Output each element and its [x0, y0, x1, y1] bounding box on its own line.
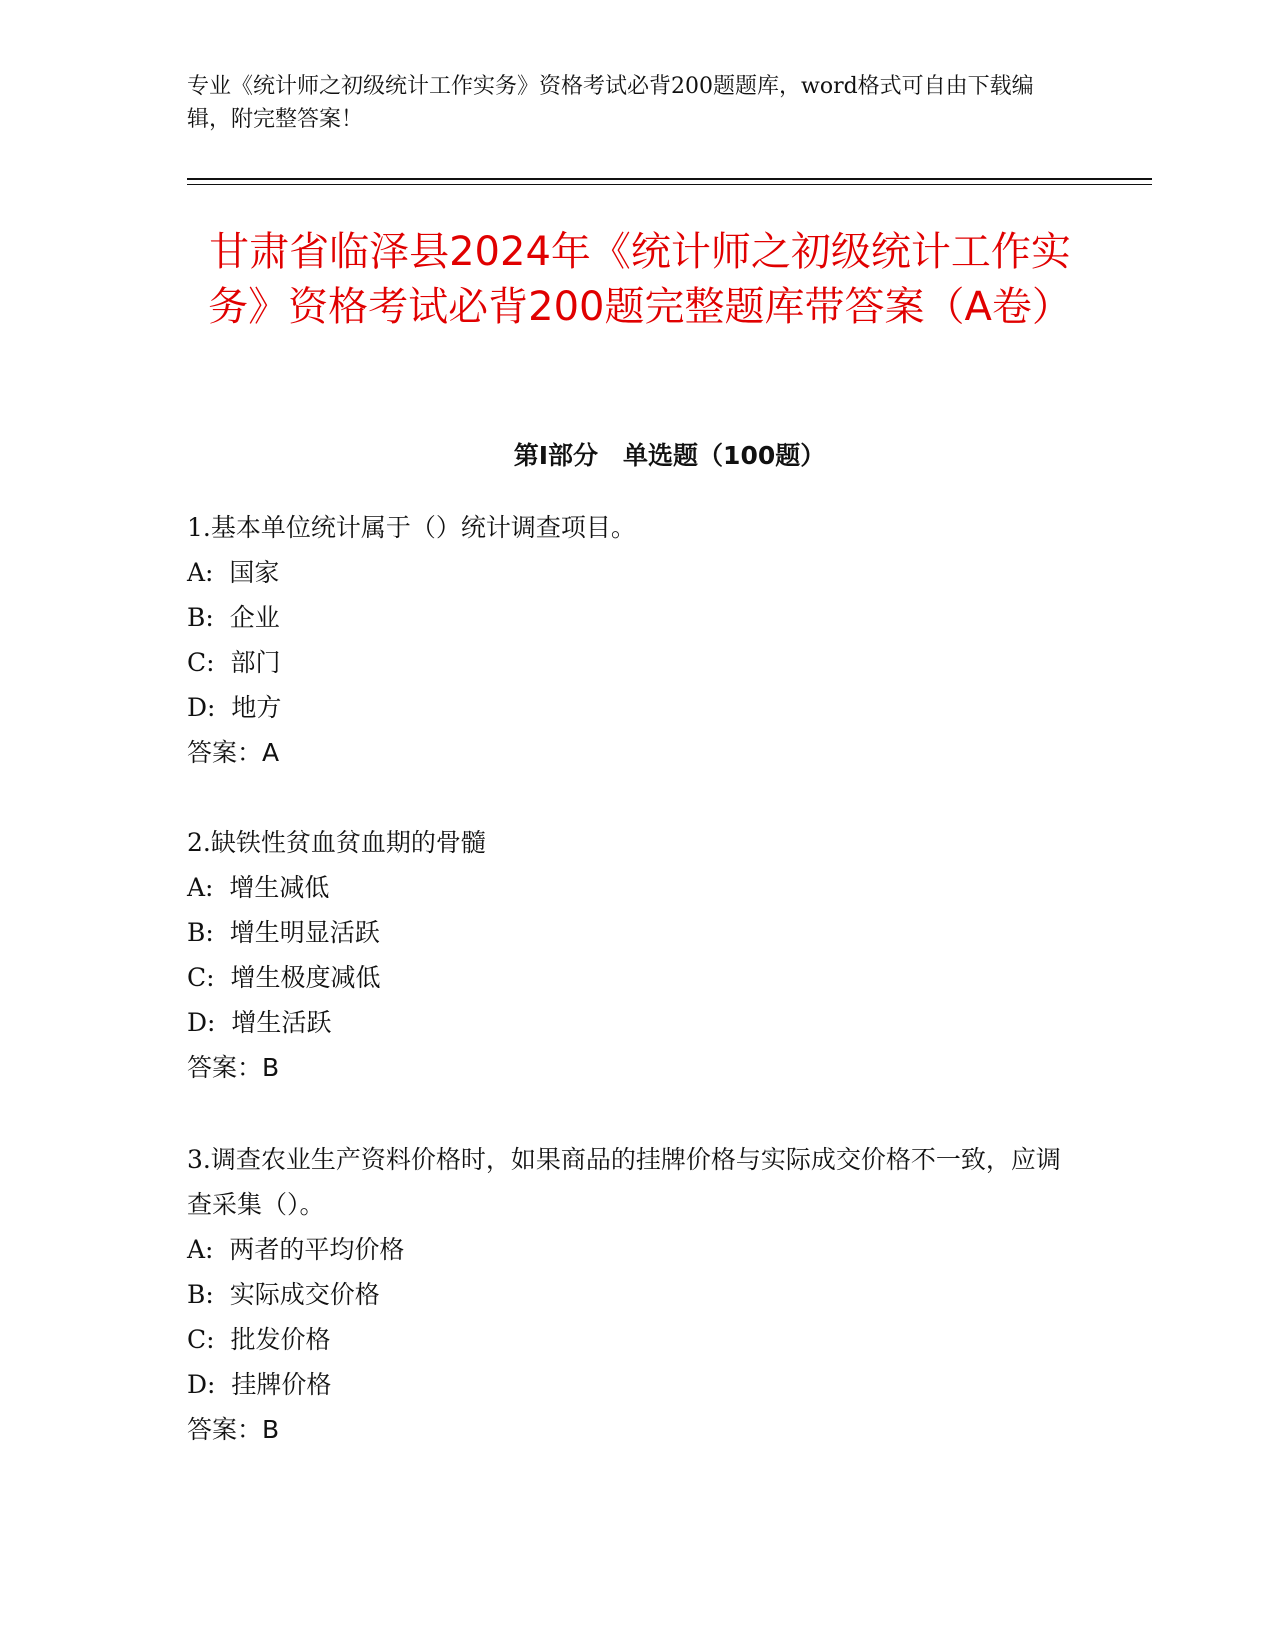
question-text: 3.调查农业生产资料价格时，如果商品的挂牌价格与实际成交价格不一致，应调查采集（）。 [187, 1145, 1061, 1219]
answer: 答案：B [187, 1415, 280, 1444]
option-b: B: 增生明显活跃 [187, 918, 380, 947]
header-divider-thin [187, 184, 1152, 185]
section-heading: 第I部分 单选题（100题） [513, 441, 826, 470]
option-a: A: 国家 [187, 558, 280, 587]
header-note: 专业《统计师之初级统计工作实务》资格考试必背200题题库，word格式可自由下载编辑，附完整答案！ [187, 74, 1034, 132]
option-b: B: 实际成交价格 [187, 1280, 380, 1309]
answer: 答案：A [187, 738, 280, 767]
question-text: 2.缺铁性贫血贫血期的骨髓 [187, 828, 486, 857]
header-divider-thick [187, 178, 1152, 180]
option-d: D: 挂牌价格 [187, 1370, 332, 1399]
option-d: D: 增生活跃 [187, 1008, 332, 1037]
option-d: D: 地方 [187, 693, 282, 722]
option-a: A: 两者的平均价格 [187, 1235, 405, 1264]
question-1 [187, 505, 1067, 775]
question-2 [187, 820, 1067, 1090]
question-text: 1.基本单位统计属于（）统计调查项目。 [187, 513, 636, 542]
question-3 [187, 1137, 1067, 1452]
option-c: C: 批发价格 [187, 1325, 331, 1354]
option-b: B: 企业 [187, 603, 280, 632]
answer: 答案：B [187, 1053, 280, 1082]
option-c: C: 部门 [187, 648, 281, 677]
document-title: 甘肃省临泽县2024年《统计师之初级统计工作实务》资格考试必背200题完整题库带答案（A卷） [208, 229, 1072, 330]
option-a: A: 增生减低 [187, 873, 330, 902]
option-c: C: 增生极度减低 [187, 963, 381, 992]
